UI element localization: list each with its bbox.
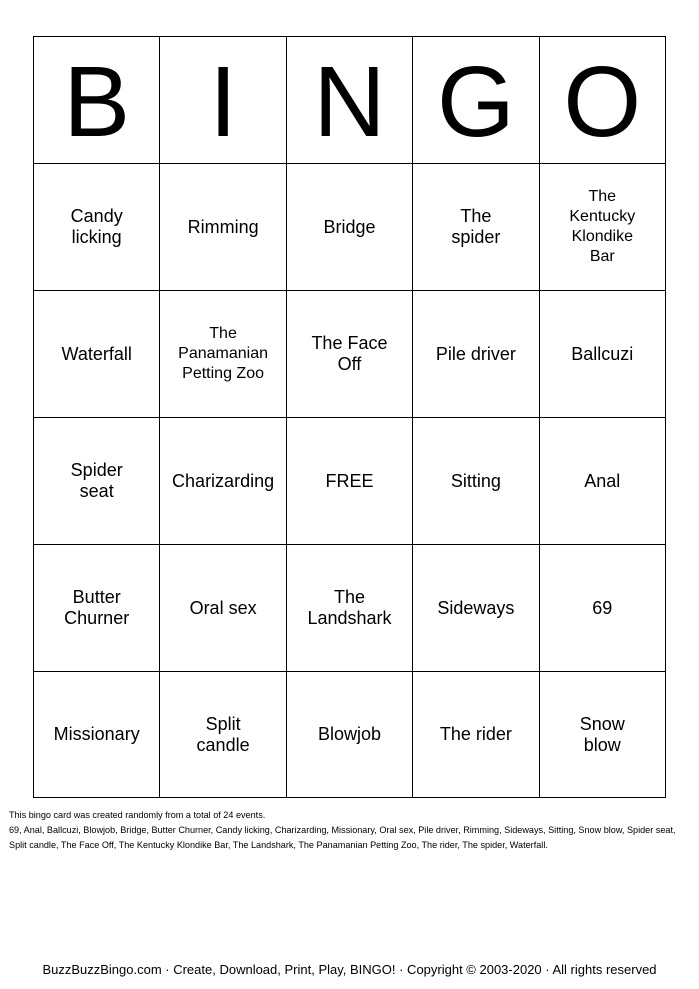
header-letter-o: O xyxy=(539,37,665,164)
header-letter-n: N xyxy=(286,37,412,164)
cell-label: Blowjob xyxy=(317,724,381,745)
cell-label: Sitting xyxy=(450,470,501,491)
cell-label: Missionary xyxy=(53,724,140,745)
bingo-cell xyxy=(539,291,665,418)
bingo-cell xyxy=(413,672,539,798)
cell-label: Pile driver xyxy=(435,343,516,364)
cell-label: FREE xyxy=(325,470,374,491)
bingo-row-5 xyxy=(34,672,666,798)
bingo-cell xyxy=(34,164,160,291)
cell-label: Sideways xyxy=(437,597,515,618)
cell-label: Waterfall xyxy=(61,343,132,364)
bingo-cell xyxy=(286,672,412,798)
cell-label: Anal xyxy=(584,470,621,491)
cell-label: Ballcuzi xyxy=(571,343,634,364)
header-letter-i: I xyxy=(160,37,286,164)
bingo-cell xyxy=(413,418,539,545)
bingo-row-1 xyxy=(34,164,666,291)
bingo-row-4 xyxy=(34,545,666,672)
bingo-cell xyxy=(34,418,160,545)
bingo-cell xyxy=(160,418,286,545)
header-letter-g: G xyxy=(413,37,539,164)
bingo-cell xyxy=(160,545,286,672)
bingo-cell xyxy=(539,545,665,672)
bingo-cell xyxy=(286,291,412,418)
cell-label: Charizarding xyxy=(172,470,275,491)
bingo-cell xyxy=(34,545,160,672)
bingo-cell xyxy=(286,545,412,672)
cell-label: The Face Off xyxy=(311,333,388,374)
bingo-cell xyxy=(160,164,286,291)
cell-label: The Kentucky Klondike Bar xyxy=(569,188,636,265)
bingo-cell xyxy=(413,164,539,291)
bingo-cell xyxy=(160,672,286,798)
bingo-cell xyxy=(413,291,539,418)
bingo-header-row xyxy=(34,37,666,164)
bingo-cell xyxy=(34,672,160,798)
footer-copyright: BuzzBuzzBingo.com · Create, Download, Print, Play, BINGO! · Copyright © 2003-2020 · All rights reserved xyxy=(42,962,657,977)
cell-label: The spider xyxy=(451,206,501,247)
bingo-row-3 xyxy=(34,418,666,545)
header-letter-b: B xyxy=(34,37,160,164)
bingo-cell xyxy=(413,545,539,672)
event-note-intro: This bingo card was created randomly from a total of 24 events. xyxy=(9,810,266,820)
bingo-cell xyxy=(34,291,160,418)
cell-label: The Panamanian Petting Zoo xyxy=(178,325,268,382)
cell-label: Split candle xyxy=(196,713,250,755)
cell-label: Spider seat xyxy=(70,460,123,501)
cell-label: Candy licking xyxy=(70,206,123,247)
bingo-cell-free xyxy=(286,418,412,545)
cell-label: Rimming xyxy=(187,216,259,237)
cell-label: Snow blow xyxy=(579,713,625,755)
bingo-cell xyxy=(160,291,286,418)
cell-label: The rider xyxy=(439,724,512,745)
bingo-row-2 xyxy=(34,291,666,418)
event-note xyxy=(9,808,689,853)
bingo-cell xyxy=(286,164,412,291)
cell-label: Oral sex xyxy=(189,597,257,618)
bingo-cell xyxy=(539,672,665,798)
cell-label: Bridge xyxy=(323,216,376,237)
bingo-cell xyxy=(539,164,665,291)
event-list: 69, Anal, Ballcuzi, Blowjob, Bridge, Butter Churner, Candy licking, Charizarding, Missionary, Oral sex, Pile driver, Rimming, Sideways, Sitting, Snow blow, Spider seat, Split candle, The Face Off, The Kentucky Klondike Bar, The Landshark, The Panamanian Petting Zoo, The rider, The spider, Waterfall. xyxy=(9,825,676,850)
cell-label: 69 xyxy=(592,597,613,618)
cell-label: The Landshark xyxy=(307,587,392,628)
bingo-card xyxy=(33,36,666,798)
cell-label: Butter Churner xyxy=(64,587,130,628)
bingo-cell xyxy=(539,418,665,545)
